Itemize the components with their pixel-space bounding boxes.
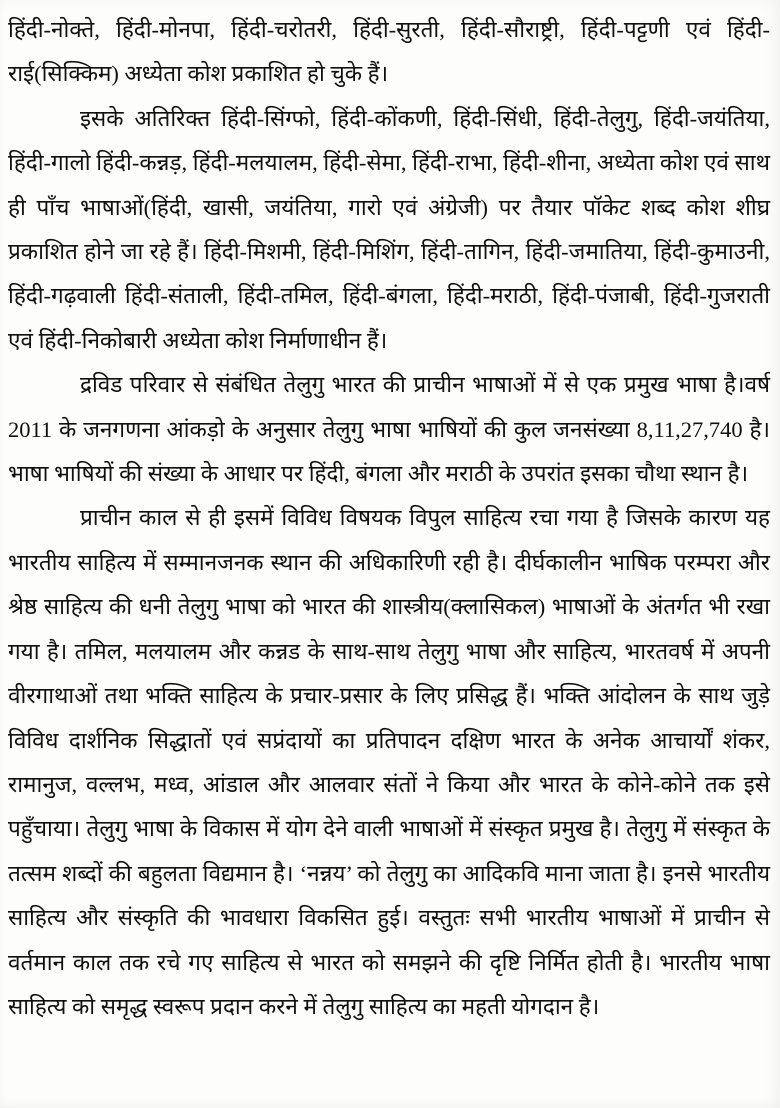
paragraph-continuation: हिंदी-नोक्ते, हिंदी-मोनपा, हिंदी-चरोतरी, हिंदी-सुरती, हिंदी-सौराष्ट्री, हिंदी-पट्टणी एवं हिंदी-राई(सिक्किम) अध्येता कोश प्रकाशित हो चुके हैं। bbox=[8, 17, 770, 87]
paragraph-telugu-literature: प्राचीन काल से ही इसमें विविध विषयक विपुल साहित्य रचा गया है जिसके कारण यह भारतीय साहित्य में सम्मानजनक स्थान की अधिकारिणी रही है। दीर्घकालीन भाषिक परम्परा और श्रेष्ठ साहित्य की धनी तेलुगु भाषा को भारत की शास्त्रीय(क्लासिकल) भाषाओं के अंतर्गत भी रखा गया है। तमिल, मलयालम और कन्नड के साथ-साथ तेलुगु भाषा और साहित्य, भारतवर्ष में अपनी वीरगाथाओं तथा भक्ति साहित्य के प्रचार-प्रसार के लिए प्रसिद्ध हैं। भक्ति आंदोलन के साथ जुड़े विविध दार्शनिक सिद्धातों एवं सप्रंदायों का प्रतिपादन दक्षिण भारत के अनेक आचार्यों शंकर, रामानुज, वल्लभ, मध्व, आंडाल और आलवार संतों ने किया और भारत के कोने-कोने तक इसे पहुँचाया। तेलुगु भाषा के विकास में योग देने वाली भाषाओं में संस्कृत प्रमुख है। तेलुगु में संस्कृत के तत्सम शब्दों की बहुलता विद्यमान है। ‘नन्नय’ को तेलुगु का आदिकवि माना जाता है। इनसे भारतीय साहित्य और संस्कृति की भावधारा विकसित हुई। वस्तुतः सभी भारतीय भाषाओं में प्राचीन से वर्तमान काल तक रचे गए साहित्य से भारत को समझने की दृष्टि निर्मित होती है। भारतीय भाषा साहित्य को समृद्ध स्वरूप प्रदान करने में तेलुगु साहित्य का महती योगदान है। bbox=[8, 505, 770, 1019]
paragraph-additional-dictionaries: इसके अतिरिक्त हिंदी-सिंग्फो, हिंदी-कोंकणी, हिंदी-सिंधी, हिंदी-तेलुगु, हिंदी-जयंतिया, हिंदी-गालो हिंदी-कन्नड़, हिंदी-मलयालम, हिंदी-सेमा, हिंदी-राभा, हिंदी-शीना, अध्येता कोश एवं साथ ही पाँच भाषाओं(हिंदी, खासी, जयंतिया, गारो एवं अंग्रेजी) पर तैयार पॉकेट शब्द कोश शीघ्र प्रकाशित होने जा रहे हैं। हिंदी-मिशमी, हिंदी-मिशिंग, हिंदी-तागिन, हिंदी-जमातिया, हिंदी-कुमाउनी, हिंदी-गढ़वाली हिंदी-संताली, हिंदी-तमिल, हिंदी-बंगला, हिंदी-मराठी, हिंदी-पंजाबी, हिंदी-गुजराती एवं हिंदी-निकोबारी अध्येता कोश निर्माणाधीन हैं। bbox=[8, 105, 770, 353]
paragraph-telugu-population: द्रविड परिवार से संबंधित तेलुगु भारत की प्राचीन भाषाओं में से एक प्रमुख भाषा है।वर्ष 2011 के जनगणना आंकड़ो के अनुसार तेलुगु भाषा भाषियों की कुल जनसंख्या 8,11,27,740 है। भाषा भाषियों की संख्या के आधार पर हिंदी, बंगला और मराठी के उपरांत इसका चौथा स्थान है। bbox=[8, 372, 770, 487]
